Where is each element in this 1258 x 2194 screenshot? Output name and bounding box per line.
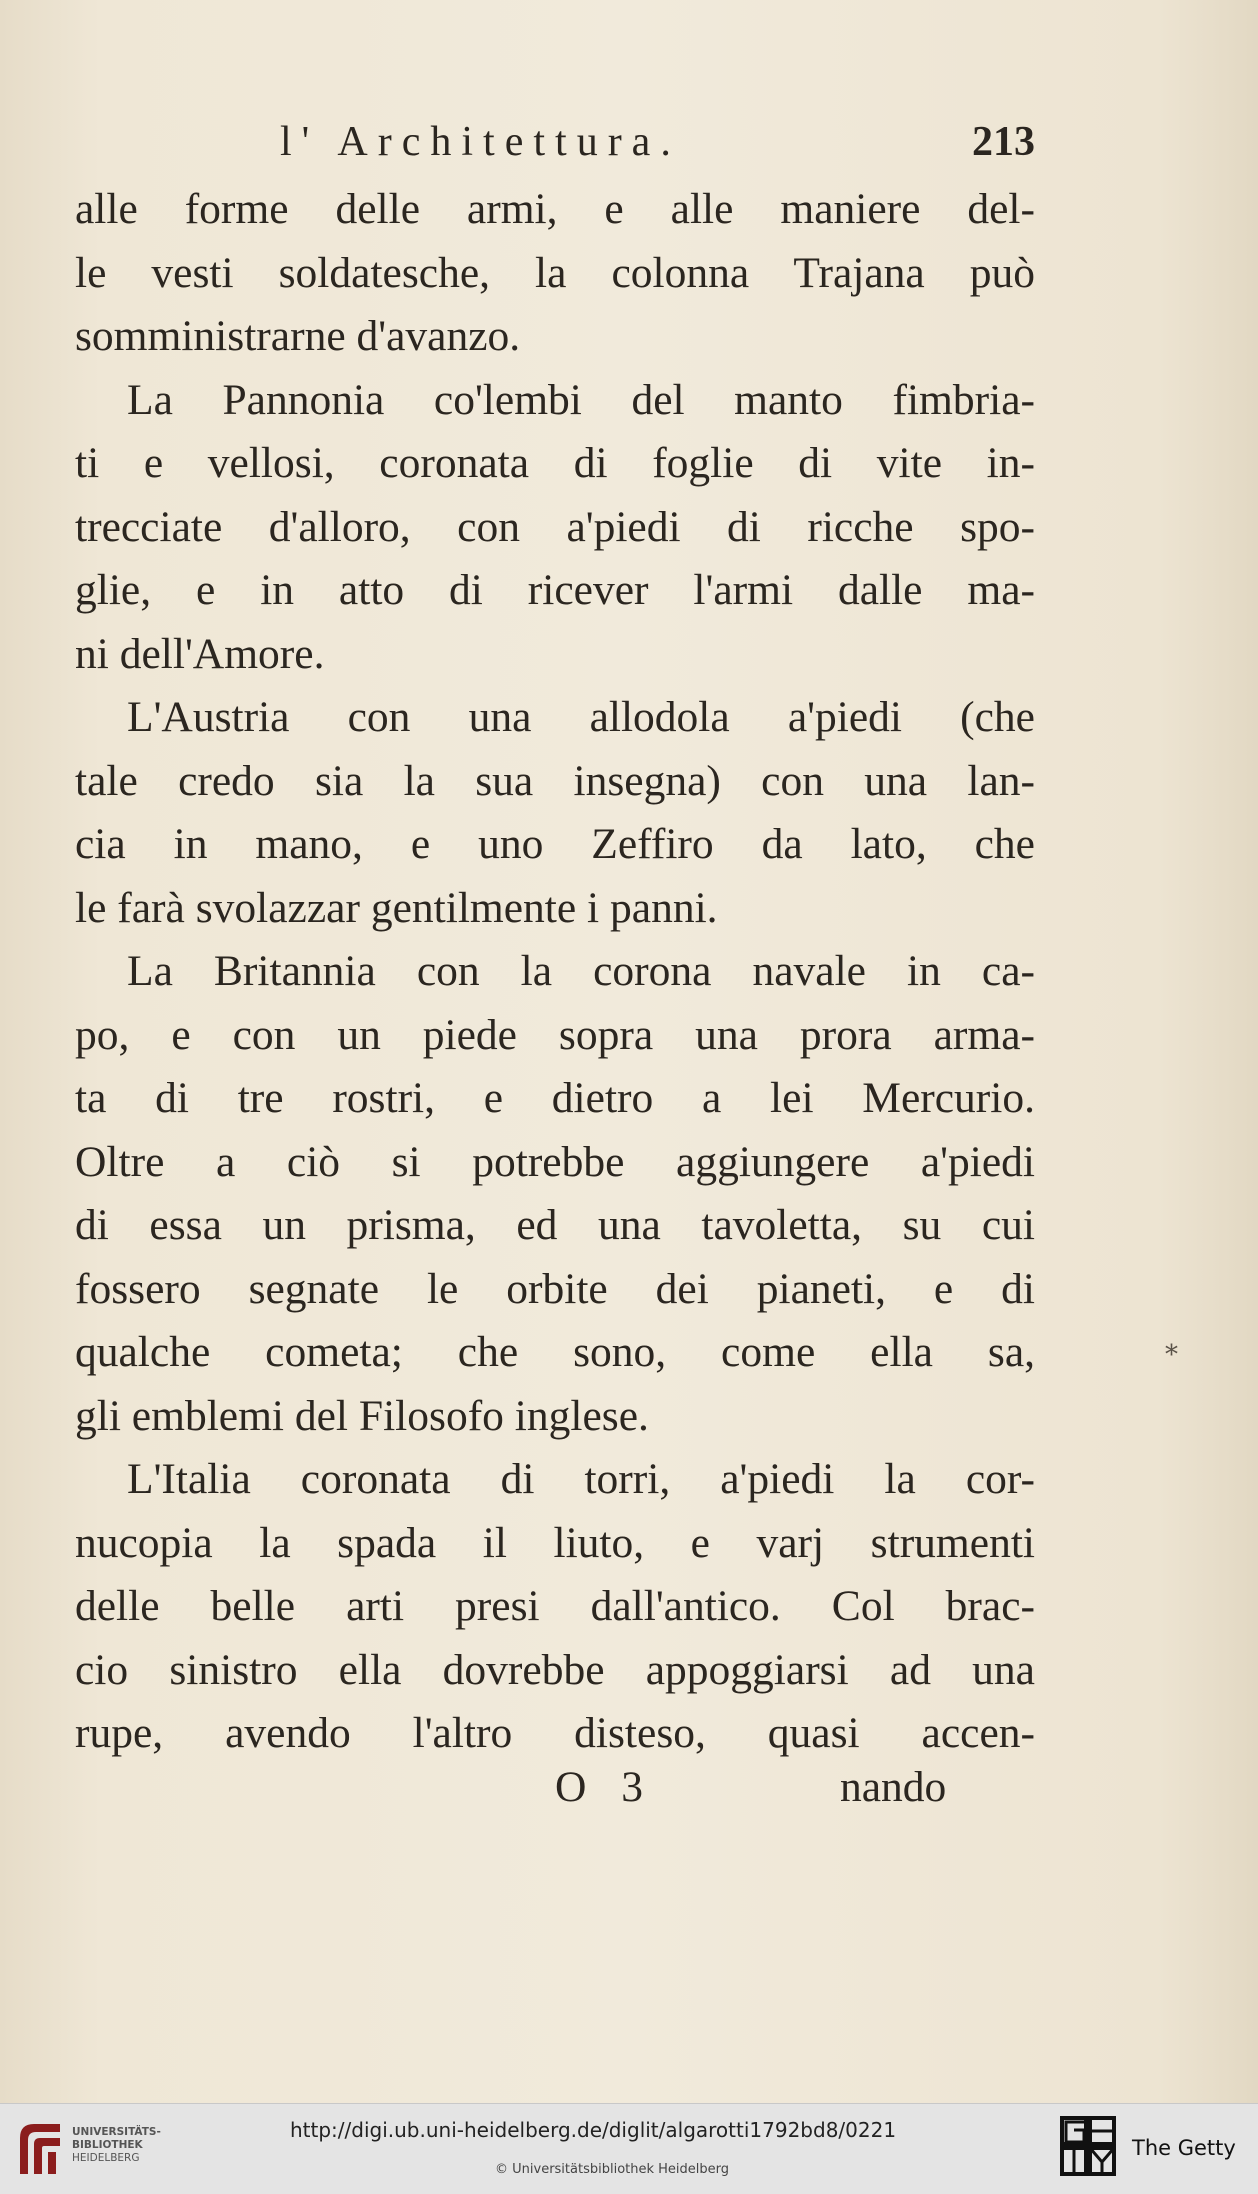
text-line: delle belle arti presi dall'antico. Col brac- (75, 1582, 1035, 1630)
text-line: trecciate d'alloro, con a'piedi di ricche spo- (75, 502, 1035, 551)
text-line: Oltre a ciò si potrebbe aggiungere a'piedi (75, 1137, 1035, 1186)
text-line: nucopia la spada il liuto, e varj strumenti (75, 1518, 1035, 1567)
signature-mark: O 3 (555, 1763, 656, 1811)
text-line: tale credo sia la sua insegna) con una lan- (75, 756, 1035, 805)
copyright-notice: © Universitätsbibliothek Heidelberg (495, 2162, 730, 2177)
running-head: l' Architettura. (280, 119, 681, 165)
text-line: qualche cometa; che sono, come ella sa, (75, 1328, 1035, 1376)
getty-logo-icon[interactable] (1060, 2116, 1116, 2178)
text-line: La Britannia con la corona navale in ca- (127, 947, 1035, 995)
text-body (75, 178, 1035, 1766)
text-line: L'Italia coronata di torri, a'piedi la cor- (127, 1455, 1035, 1503)
university-library-logo-icon[interactable] (14, 2118, 66, 2180)
institution-line: HEIDELBERG (72, 2152, 140, 2164)
text-line: gli emblemi del Filosofo inglese. (75, 1391, 649, 1440)
text-line: ta di tre rostri, e dietro a lei Mercurio. (75, 1074, 1035, 1122)
text-line: di essa un prisma, ed una tavoletta, su cui (75, 1201, 1035, 1249)
text-line: cia in mano, e uno Zeffiro da lato, che (75, 820, 1035, 868)
text-line: rupe, avendo l'altro disteso, quasi accen- (75, 1709, 1035, 1757)
institution-name (72, 2126, 161, 2165)
viewer-footer-bar (0, 2103, 1258, 2194)
partner-name: The Getty (1132, 2136, 1236, 2160)
text-line: fossero segnate le orbite dei pianeti, e di (75, 1264, 1035, 1313)
text-line: cio sinistro ella dovrebbe appoggiarsi ad una (75, 1645, 1035, 1694)
catchword: nando (840, 1763, 947, 1811)
page-number: 213 (972, 119, 1035, 165)
page-footer (75, 1762, 1035, 1822)
text-line: le vesti soldatesche, la colonna Trajana può (75, 248, 1035, 297)
page-header (75, 118, 1035, 178)
text-line: ti e vellosi, coronata di foglie di vite in- (75, 439, 1035, 487)
text-line: le farà svolazzar gentilmente i panni. (75, 883, 718, 932)
text-line: ni dell'Amore. (75, 629, 325, 678)
institution-line: UNIVERSITÄTS- (72, 2126, 161, 2138)
institution-line: BIBLIOTHEK (72, 2139, 143, 2151)
text-line: glie, e in atto di ricever l'armi dalle ma- (75, 566, 1035, 614)
margin-mark: * (1165, 1340, 1178, 1370)
text-line: alle forme delle armi, e alle maniere del- (75, 185, 1035, 233)
text-line: La Pannonia co'lembi del manto fimbria- (127, 375, 1035, 424)
text-line: po, e con un piede sopra una prora arma- (75, 1010, 1035, 1059)
permalink-url[interactable]: http://digi.ub.uni-heidelberg.de/diglit/algarotti1792bd8/0221 (290, 2118, 897, 2142)
text-line: L'Austria con una allodola a'piedi (che (127, 693, 1035, 741)
text-line: somministrarne d'avanzo. (75, 312, 521, 360)
